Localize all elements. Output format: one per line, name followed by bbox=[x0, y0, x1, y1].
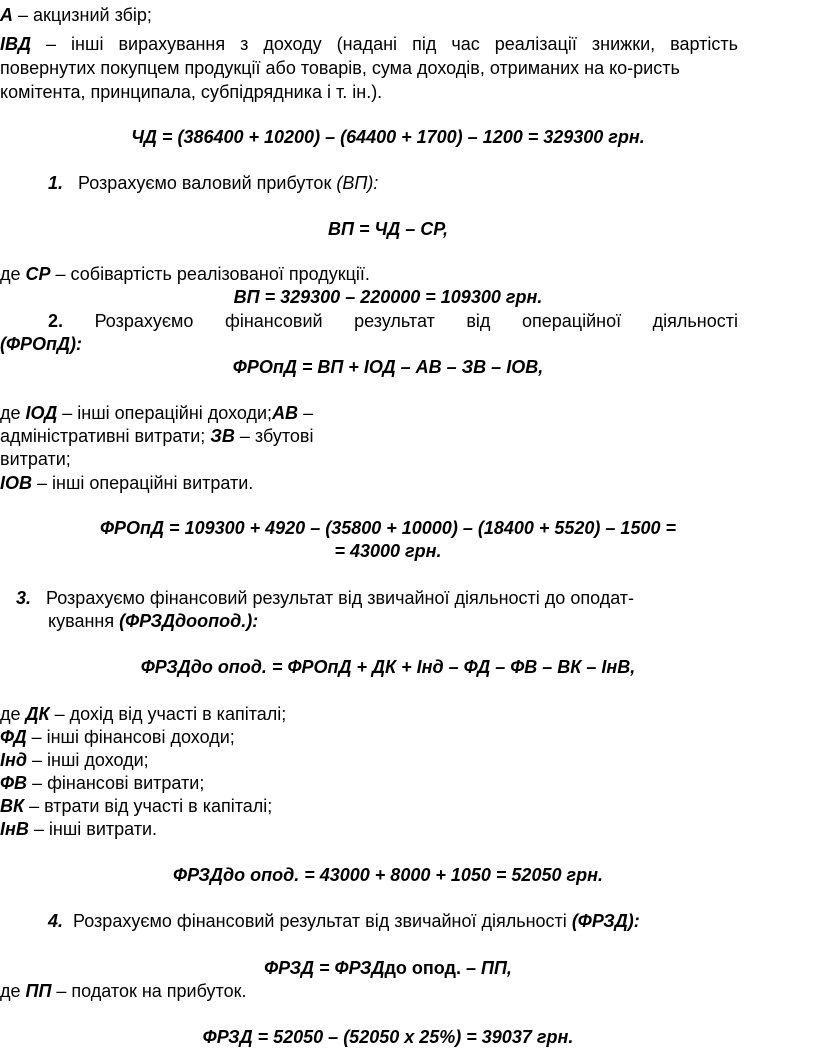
step-1-number: 1. bbox=[48, 173, 64, 193]
defs-2-line3: витрати; bbox=[0, 449, 71, 469]
symbol-av: АВ bbox=[272, 403, 299, 423]
defs-2-line1 bbox=[0, 402, 313, 424]
symbol-fv: ФВ bbox=[0, 773, 28, 793]
step-3-abbr: (ФРЗДдоопод.): bbox=[119, 611, 259, 631]
step-3-text2: кування bbox=[48, 611, 120, 631]
equation-frzd-calc: ФРЗД = 52050 – (52050 х 25%) = 39037 грн. bbox=[202, 1027, 574, 1047]
def-pp-text: – податок на прибуток. bbox=[51, 981, 247, 1001]
symbol-vk: ВК bbox=[0, 796, 25, 816]
step-2-line1 bbox=[48, 310, 738, 332]
symbol-inv: ІнВ bbox=[0, 819, 29, 839]
defs-2-line4 bbox=[0, 472, 253, 494]
step-1-text: Розрахуємо валовий прибуток bbox=[78, 173, 337, 193]
step-4-text: Розрахуємо фінансовий результат від звичайної діяльності bbox=[73, 911, 572, 931]
symbol-sr: СР bbox=[25, 264, 51, 284]
def-fd-text: – інші фінансові доходи; bbox=[26, 727, 235, 747]
step-2-number: 2. bbox=[48, 311, 64, 331]
step-3-line1 bbox=[16, 587, 634, 609]
def-ind-text: – інші доходи; bbox=[27, 750, 149, 770]
symbol-ivd: ІВД bbox=[0, 34, 31, 54]
equation-vp-calc: ВП = 329300 – 220000 = 109300 грн. bbox=[233, 287, 543, 307]
step-3-number: 3. bbox=[16, 588, 32, 608]
def-dk-text: – дохід від участі в капіталі; bbox=[49, 704, 287, 724]
symbol-iov: ІОВ bbox=[0, 473, 33, 493]
def-sr bbox=[0, 263, 370, 285]
equation-frzd-mid: до опод. bbox=[384, 958, 461, 978]
step-4 bbox=[48, 910, 640, 932]
symbol-pp: ПП bbox=[25, 981, 52, 1001]
step-1 bbox=[48, 172, 378, 194]
defs-3-prefix: де bbox=[0, 704, 26, 724]
def-dk bbox=[0, 703, 286, 725]
step-4-abbr: (ФРЗД): bbox=[571, 911, 640, 931]
equation-chd: ЧД = (386400 + 10200) – (64400 + 1700) – 1200 = 329300 грн. bbox=[131, 127, 645, 147]
step-4-number: 4. bbox=[48, 911, 64, 931]
step-3-line2 bbox=[48, 610, 258, 632]
def-vk-text: – втрати від участі в капіталі; bbox=[24, 796, 273, 816]
def-fv bbox=[0, 772, 204, 794]
equation-frzd-lhs: ФРЗД = ФРЗД bbox=[264, 958, 385, 978]
def-fv-text: – фінансові витрати; bbox=[27, 773, 205, 793]
def-ivd-line3: комітента, принципала, субпідрядника і т. ін.). bbox=[0, 82, 383, 102]
def-pp-prefix: де bbox=[0, 981, 26, 1001]
def-iod-text: – інші операційні доходи; bbox=[57, 403, 273, 423]
def-av-text2: адміністративні витрати; bbox=[0, 426, 211, 446]
def-inv-text: – інші витрати. bbox=[28, 819, 158, 839]
equation-fropd-calc2: = 43000 грн. bbox=[334, 541, 442, 561]
step-2-text: Розрахуємо фінансовий результат від операційної діяльності bbox=[94, 311, 738, 331]
def-ind bbox=[0, 749, 149, 771]
def-ivd-text1: – інші вирахування з доходу (надані під час реалізації знижки, вартість bbox=[31, 34, 738, 54]
step-3-text: Розрахуємо фінансовий результат від звичайної діяльності до оподат- bbox=[46, 588, 635, 608]
def-a bbox=[0, 4, 152, 26]
equation-fropd-calc1: ФРОпД = 109300 + 4920 – (35800 + 10000) – (18400 + 5520) – 1500 = bbox=[100, 518, 676, 538]
def-sr-prefix: де bbox=[0, 264, 26, 284]
symbol-fd: ФД bbox=[0, 727, 27, 747]
defs-2-prefix: де bbox=[0, 403, 26, 423]
def-ivd-line1 bbox=[0, 33, 738, 55]
def-vk bbox=[0, 795, 272, 817]
def-zv-text: – збутові bbox=[234, 426, 314, 446]
def-pp bbox=[0, 980, 246, 1002]
step-2-abbr: (ФРОпД): bbox=[0, 334, 83, 354]
def-fd bbox=[0, 726, 235, 748]
equation-vp: ВП = ЧД – СР, bbox=[328, 219, 448, 239]
equation-frzd-do-calc: ФРЗДдо опод. = 43000 + 8000 + 1050 = 52050 грн. bbox=[173, 865, 603, 885]
equation-fropd: ФРОпД = ВП + ІОД – АВ – ЗВ – ІОВ, bbox=[232, 357, 544, 377]
equation-frzd bbox=[0, 957, 776, 979]
step-1-abbr: (ВП): bbox=[336, 173, 379, 193]
def-iov-text: – інші операційні витрати. bbox=[32, 473, 254, 493]
def-a-text: – акцизний збір; bbox=[13, 5, 152, 25]
equation-frzd-rhs: – ПП, bbox=[460, 958, 512, 978]
symbol-ind: Інд bbox=[0, 750, 27, 770]
defs-2-line2 bbox=[0, 425, 313, 447]
symbol-dk: ДК bbox=[25, 704, 50, 724]
symbol-iod: ІОД bbox=[25, 403, 58, 423]
def-av-text: – bbox=[298, 403, 314, 423]
equation-frzd-do: ФРЗДдо опод. = ФРОпД + ДК + Інд – ФД – ФВ – ВК – ІнВ, bbox=[140, 657, 636, 677]
def-ivd-line2: повернутих покупцем продукції або товарів, сума доходів, отриманих на ко-ристь bbox=[0, 58, 680, 78]
def-sr-text: – собівартість реалізованої продукції. bbox=[50, 264, 370, 284]
symbol-zv: ЗВ bbox=[210, 426, 235, 446]
symbol-a: А bbox=[0, 5, 13, 25]
def-inv bbox=[0, 818, 157, 840]
